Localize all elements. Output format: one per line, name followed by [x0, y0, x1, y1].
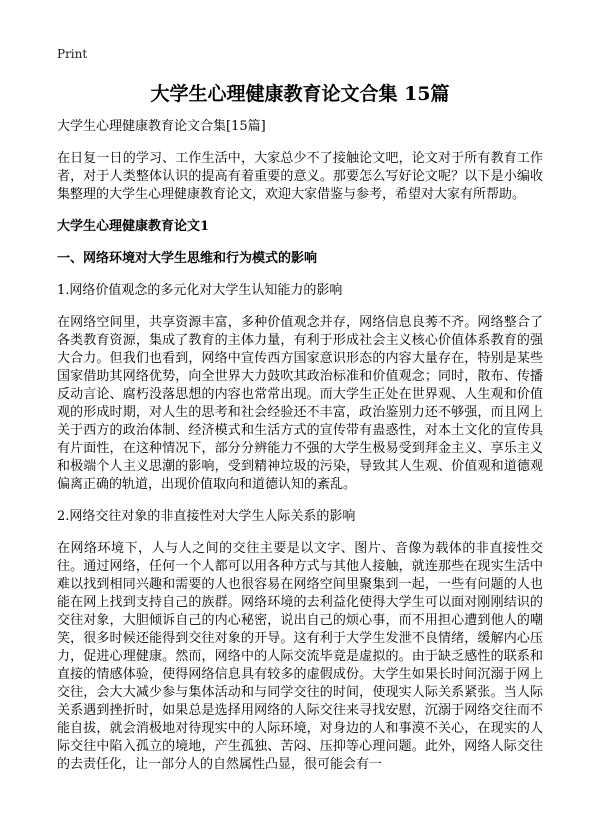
subheading-2: 2.网络交往对象的非直接性对大学生人际关系的影响: [57, 509, 356, 524]
print-link[interactable]: Print: [57, 47, 88, 61]
body-paragraph-1: 在网络空间里，共享资源丰富，多种价值观念并存，网络信息良莠不齐。网络整合了各类教育资源，集成了教育的主体力量，有利于形成社会主义核心价值体系教育的强大合力。但我们也看到，网络中宣传西方国家意识形态的内容大量存在，特别是某些国家借助其网络优势，向全世界大力鼓吹其政治标准和价值观念；同时，散布、传播反动言论、腐朽没落思想的内容也常常出现。而大学生正处在世界观、人生观和价值观的形成时期，对人生的思考和社会经验还不丰富，政治鉴别力还不够强，而且网上关于西方的政治体制、经济模式和生活方式的宣传带有蛊惑性，对本土文化的宣传具有片面性，在这种情况下，部分分辨能力不强的大学生极易受到拜金主义、享乐主义和极端个人主义思潮的影响，受到精神垃圾的污染，导致其人生观、价值观和道德观偏离正确的轨道，出现价值取向和道德认知的紊乱。: [57, 315, 543, 492]
subheading-1: 1.网络价值观念的多元化对大学生认知能力的影响: [57, 283, 343, 298]
section-heading-1: 一、网络环境对大学生思维和行为模式的影响: [57, 251, 318, 266]
essay-title: 大学生心理健康教育论文1: [57, 219, 210, 234]
body-paragraph-2: 在网络环境下，人与人之间的交往主要是以文字、图片、音像为载体的非直接性交往。通过网络，任何一个人都可以用各种方式与其他人接触，就连那些在现实生活中难以找到相同兴趣和需要的人也很容易在网络空间里聚集到一起，一些有问题的人也能在网上找到支持自己的族群。网络环境的去利益化使得大学生可以面对刚刚结识的交往对象，大胆倾诉自己的内心秘密，说出自己的烦心事，而不用担心遭到他人的嘲笑，很多时候还能得到交往对象的开导。这有利于大学生发泄不良情绪，缓解内心压力，促进心理健康。然而，网络中的人际交流毕竟是虚拟的。由于缺乏感性的联系和直接的情感体验，使得网络信息具有较多的虚假成份。大学生如果长时间沉溺于网上交往，会大大减少参与集体活动和与同学交往的时间，使现实人际关系紧张。当人际关系遇到挫折时，如果总是选择用网络的人际交往来寻找安慰，沉溺于网络交往而不能自拔，就会消极地对待现实中的人际环境，对身边的人和事漠不关心，在现实的人际交往中陷入孤立的境地，产生孤独、苦闷、压抑等心理问题。此外，网络人际交往的去责任化，让一部分人的自然属性凸显，很可能会有一: [57, 541, 543, 772]
document-title: 大学生心理健康教育论文合集 15篇: [150, 83, 450, 105]
intro-paragraph: 在日复一日的学习、工作生活中，大家总少不了接触论文吧，论文对于所有教育工作者，对于人类整体认识的提高有着重要的意义。那要怎么写好论文呢？以下是小编收集整理的大学生心理健康教育论文，欢迎大家借鉴与参考，希望对大家有所帮助。: [57, 151, 543, 202]
document-subtitle: 大学生心理健康教育论文合集[15篇]: [57, 119, 266, 134]
